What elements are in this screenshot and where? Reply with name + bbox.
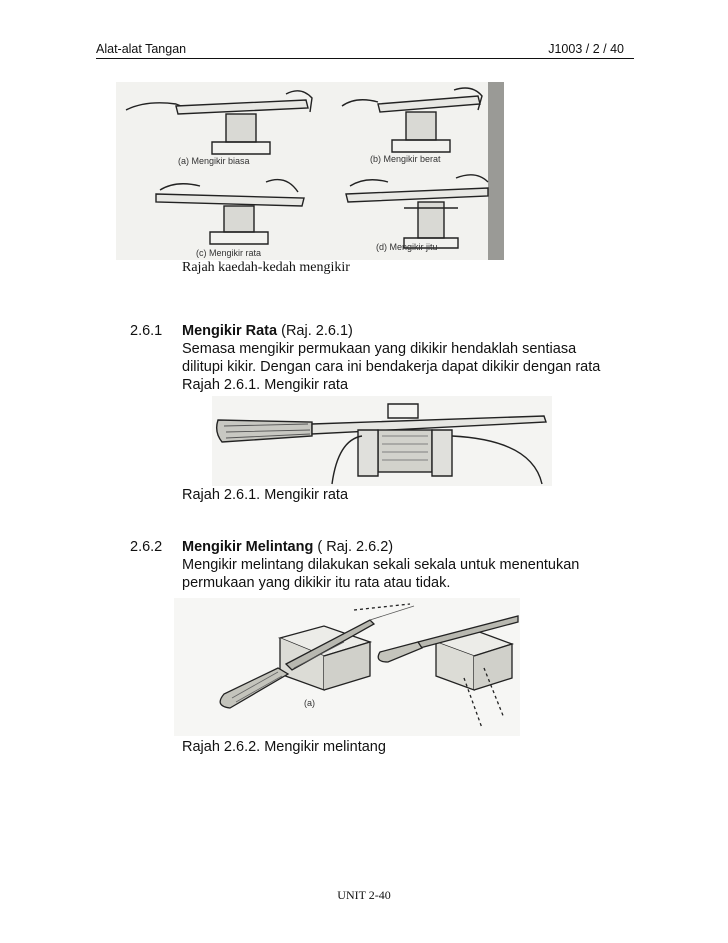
filing-methods-illustration xyxy=(116,82,504,260)
page-footer: UNIT 2-40 xyxy=(337,888,391,902)
cross-filing-illustration xyxy=(174,598,520,736)
figure1-caption: Rajah kaedah-kedah mengikir xyxy=(182,260,350,275)
figure-label-c: (c) Mengikir rata xyxy=(196,248,262,258)
figure3-label-a: (a) xyxy=(304,698,315,708)
section-261-line-1: Semasa mengikir permukaan yang dikikir hendaklah sentiasa xyxy=(182,341,577,357)
figure-cross-filing xyxy=(174,598,520,736)
header-page-code: J1003 / 2 / 40 xyxy=(548,42,624,56)
figure3-caption: Rajah 2.6.2. Mengikir melintang xyxy=(182,739,386,755)
section-262-line-1: Mengikir melintang dilakukan sekali sekala untuk menentukan xyxy=(182,557,580,573)
section-ref-261: (Raj. 2.6.1) xyxy=(277,323,353,339)
flat-filing-illustration xyxy=(212,396,552,486)
figure-flat-filing xyxy=(212,396,552,486)
section-262-line-2: permukaan yang dikikir itu rata atau tidak. xyxy=(182,575,451,591)
section-heading-262 xyxy=(182,538,393,556)
section-261-line-2: dilitupi kikir. Dengan cara ini bendakerja dapat dikikir dengan rata xyxy=(182,359,601,375)
header-left-title: Alat-alat Tangan xyxy=(96,42,187,56)
figure-label-a: (a) Mengikir biasa xyxy=(178,156,250,166)
figure-label-b: (b) Mengikir berat xyxy=(370,154,441,164)
header-rule xyxy=(96,58,634,59)
section-heading-261 xyxy=(182,322,353,340)
figure2-caption: Rajah 2.6.1. Mengikir rata xyxy=(182,487,349,503)
section-number-261: 2.6.1 xyxy=(130,323,163,339)
figure-label-d: (d) Mengikir jitu xyxy=(376,242,438,252)
section-261-line-3: Rajah 2.6.1. Mengikir rata xyxy=(182,377,349,393)
section-title-261: Mengikir Rata xyxy=(182,323,278,339)
section-ref-262: ( Raj. 2.6.2) xyxy=(313,539,394,555)
figure-filing-methods xyxy=(116,82,504,260)
section-number-262: 2.6.2 xyxy=(130,539,163,555)
section-title-262: Mengikir Melintang xyxy=(182,539,314,555)
